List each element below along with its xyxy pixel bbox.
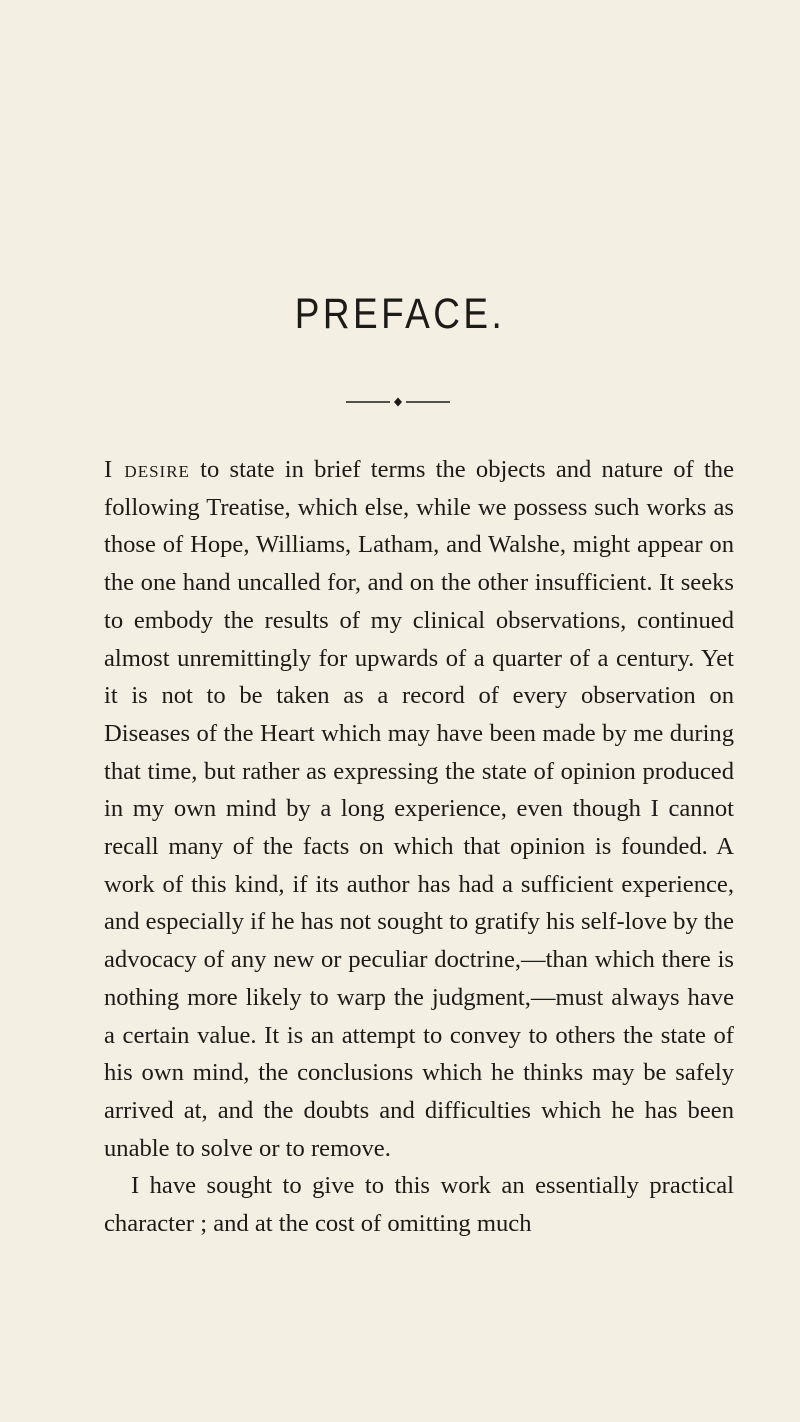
page-title: PREFACE.	[294, 290, 506, 338]
ornament-divider	[346, 396, 450, 408]
paragraph-2	[104, 1167, 734, 1242]
preface-body	[104, 451, 734, 1243]
paragraph-1	[104, 451, 734, 1167]
opening-words: I desire	[104, 456, 190, 483]
paragraph-1-text: to state in brief terms the objects and nature of the following Treatise, which else, while we possess such works as those of Hope, Williams, Latham, and Walshe, might appear on the one hand uncalled for, and on the other insufficient. It seeks to embody the results of my clinical observations, continued almost unremittingly for upwards of a quarter of a century. Yet it is not to be taken as a record of every observation on Diseases of the Heart which may have been made by me during that time, but rather as expressing the state of opinion produced in my own mind by a long experience, even though I cannot recall many of the facts on which that opinion is founded. A work of this kind, if its author has had a sufficient experience, and especially if he has not sought to gratify his self-love by the advocacy of any new or peculiar doctrine,—than which there is nothing more likely to warp the judgment,—must always have a certain value. It is an attempt to convey to others the state of his own mind, the conclusions which he thinks may be safely arrived at, and the doubts and difficulties which he has been unable to solve or to remove.	[104, 456, 734, 1162]
paragraph-2-text: I have sought to give to this work an essentially practical character ; and at the cost of omitting much	[104, 1172, 734, 1238]
